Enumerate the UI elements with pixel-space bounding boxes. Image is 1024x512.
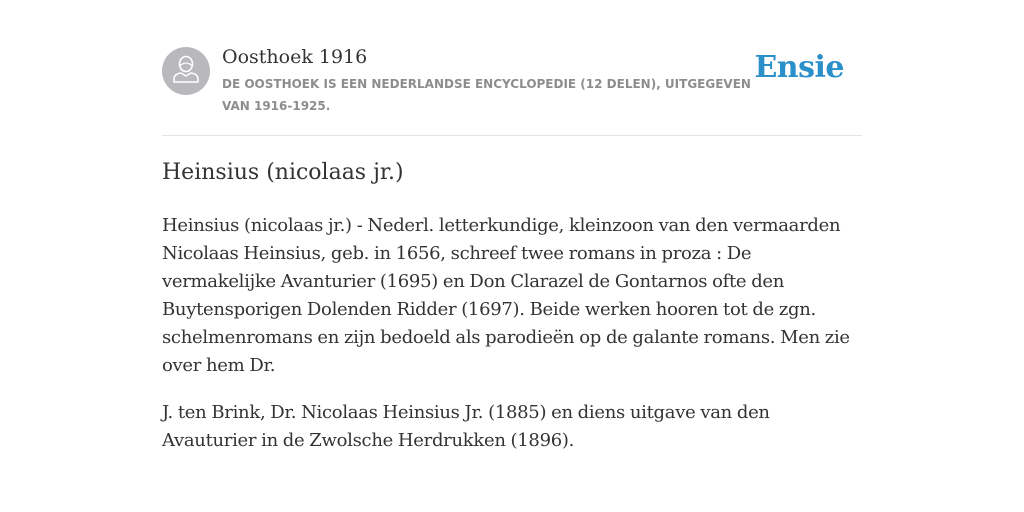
divider (162, 135, 862, 136)
ensie-logo[interactable]: Ensie (754, 50, 844, 85)
article-title: Heinsius (nicolaas jr.) (162, 160, 404, 185)
avatar[interactable] (162, 47, 210, 95)
article-body (162, 212, 862, 474)
article-paragraph: Heinsius (nicolaas jr.) - Nederl. letterkundige, kleinzoon van den vermaarden Nicolaas Heinsius, geb. in 1656, schreef twee romans in proza : De vermakelijke Avanturier (1695) en Don Clarazel de Gontarnos ofte den Buytensporigen Dolenden Ridder (1697). Beide werken hooren tot de zgn. schelmenromans en zijn bedoeld als parodieën op de galante romans. Men zie over hem Dr. (162, 215, 850, 376)
source-header (162, 44, 862, 136)
user-icon (172, 54, 200, 89)
source-description: DE OOSTHOEK IS EEN NEDERLANDSE ENCYCLOPEDIE (12 DELEN), UITGEGEVEN VAN 1916-1925. (222, 77, 751, 113)
source-title[interactable]: Oosthoek 1916 (222, 46, 368, 68)
article-paragraph: J. ten Brink, Dr. Nicolaas Heinsius Jr. (1885) en diens uitgave van den Avauturier in de Zwolsche Herdrukken (1896). (162, 402, 770, 451)
